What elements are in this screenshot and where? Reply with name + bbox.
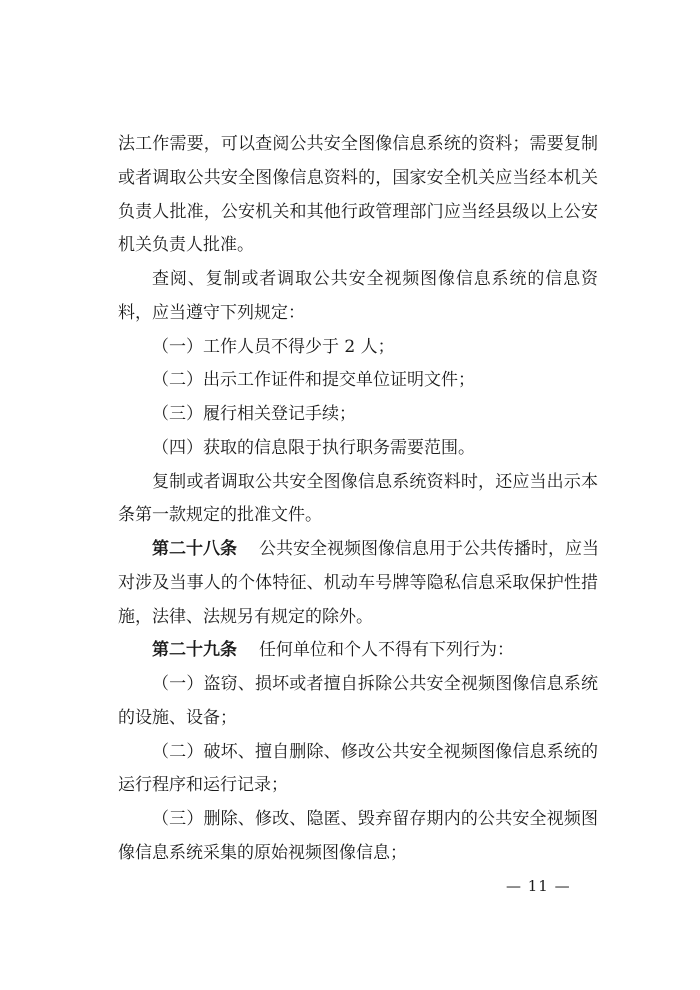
text-line: 负责人批准，公安机关和其他行政管理部门应当经县级以上公安 [118, 201, 598, 222]
text-line: 像信息系统采集的原始视频图像信息； [118, 842, 407, 863]
article-29-first-line [118, 634, 598, 668]
text-line: 条第一款规定的批准文件。 [118, 505, 322, 526]
article-29-text: 任何单位和个人不得有下列行为： [259, 640, 514, 661]
text-line: 查阅、复制或者调取公共安全视频图像信息系统的信息资 [152, 269, 598, 289]
list-item: （二）出示工作证件和提交单位证明文件； [152, 370, 475, 391]
list-item: （二）破坏、擅自删除、修改公共安全视频图像信息系统的 [152, 741, 598, 762]
list-item: （四）获取的信息限于执行职务需要范围。 [152, 437, 475, 458]
document-body [118, 128, 598, 871]
list-item: （一）工作人员不得少于 2 人； [152, 336, 395, 357]
text-line: 对涉及当事人的个体特征、机动车号牌等隐私信息采取保护性措 [118, 572, 598, 593]
text-line: 料，应当遵守下列规定： [118, 302, 305, 323]
text-line: 或者调取公共安全图像信息资料的，国家安全机关应当经本机关 [118, 167, 598, 188]
text-line: 运行程序和运行记录； [118, 775, 288, 796]
article-28-first-line [118, 533, 598, 567]
text-line: 复制或者调取公共安全图像信息系统资料时，还应当出示本 [152, 471, 598, 492]
list-item: （一）盗窃、损坏或者擅自拆除公共安全视频图像信息系统 [152, 674, 598, 694]
text-line: 机关负责人批准。 [118, 235, 254, 256]
text-line: 法工作需要，可以查阅公共安全图像信息系统的资料；需要复制 [118, 134, 598, 154]
page-number: — 11 — [506, 877, 571, 895]
list-item: （三）履行相关登记手续； [152, 404, 356, 424]
article-28-heading: 第二十八条 [152, 539, 237, 559]
list-item: （三）删除、修改、隐匿、毁弃留存期内的公共安全视频图 [152, 809, 598, 829]
text-line: 的设施、设备； [118, 707, 237, 728]
article-28-text: 公共安全视频图像信息用于公共传播时，应当 [259, 539, 599, 559]
article-29-heading: 第二十九条 [152, 640, 237, 661]
text-line: 施，法律、法规另有规定的除外。 [118, 606, 373, 627]
